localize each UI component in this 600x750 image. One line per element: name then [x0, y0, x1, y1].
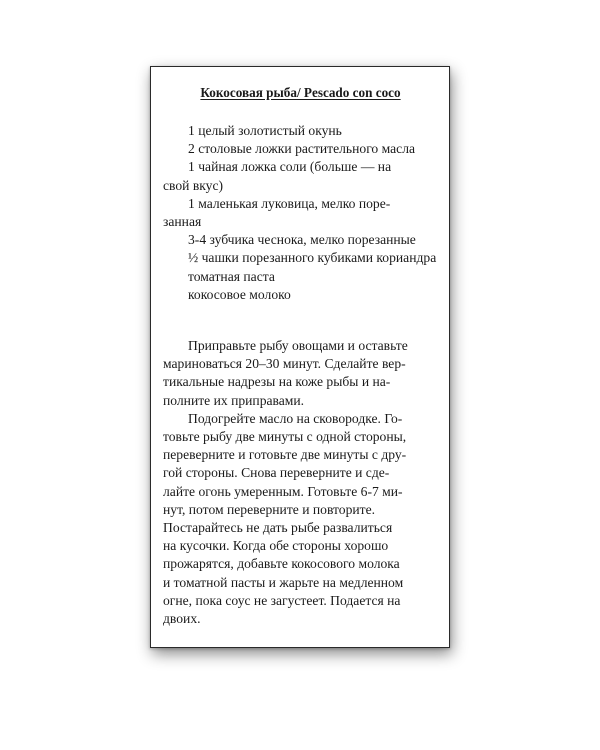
recipe-card: [150, 66, 450, 648]
recipe-title: Кокосовая рыба/ Pescado con coco: [200, 85, 401, 100]
ingredient-item: 3-4 зубчика чеснока, мелко порезанные: [188, 232, 416, 248]
ingredient-item: кокосовое молоко: [188, 286, 291, 302]
ingredient-item: 1 целый золотистый окунь: [188, 123, 342, 138]
ingredient-item: 1 маленькая луковица, мелко поре- занная: [163, 195, 391, 230]
method-paragraph-marinate: Приправьте рыбу овощами и оставьте мариноваться 20–30 минут. Сделайте вер- тикальные надрезы на коже рыбы и на- полните их приправами.: [163, 338, 408, 408]
ingredient-item: ½ чашки порезанного кубиками кориандра: [188, 250, 437, 266]
method-section: [163, 337, 438, 628]
ingredient-item: томатная паста: [188, 268, 275, 284]
method-paragraph-cooking: Подогрейте масло на сковородке. Го- товьте рыбу две минуты с одной стороны, переверните и готовьте две минуты с дру- гой стороны. Снова переверните и сде- лайте огонь умеренным. Готовьте 6-7 ми- нут, потом переверните и повторите. Постарайтесь не дать рыбе развалиться на кусочки. Когда обе стороны хорошо прожарятся, добавьте кокосового молока и томатной пасты и жарьте на медленном огне, пока соус не загустеет. Подается на двоих.: [163, 410, 407, 627]
ingredient-item: 1 чайная ложка соли (больше — на свой вкус): [163, 159, 392, 193]
ingredient-item: 2 столовые ложки растительного масла: [188, 141, 416, 157]
ingredient-list: [163, 122, 438, 304]
